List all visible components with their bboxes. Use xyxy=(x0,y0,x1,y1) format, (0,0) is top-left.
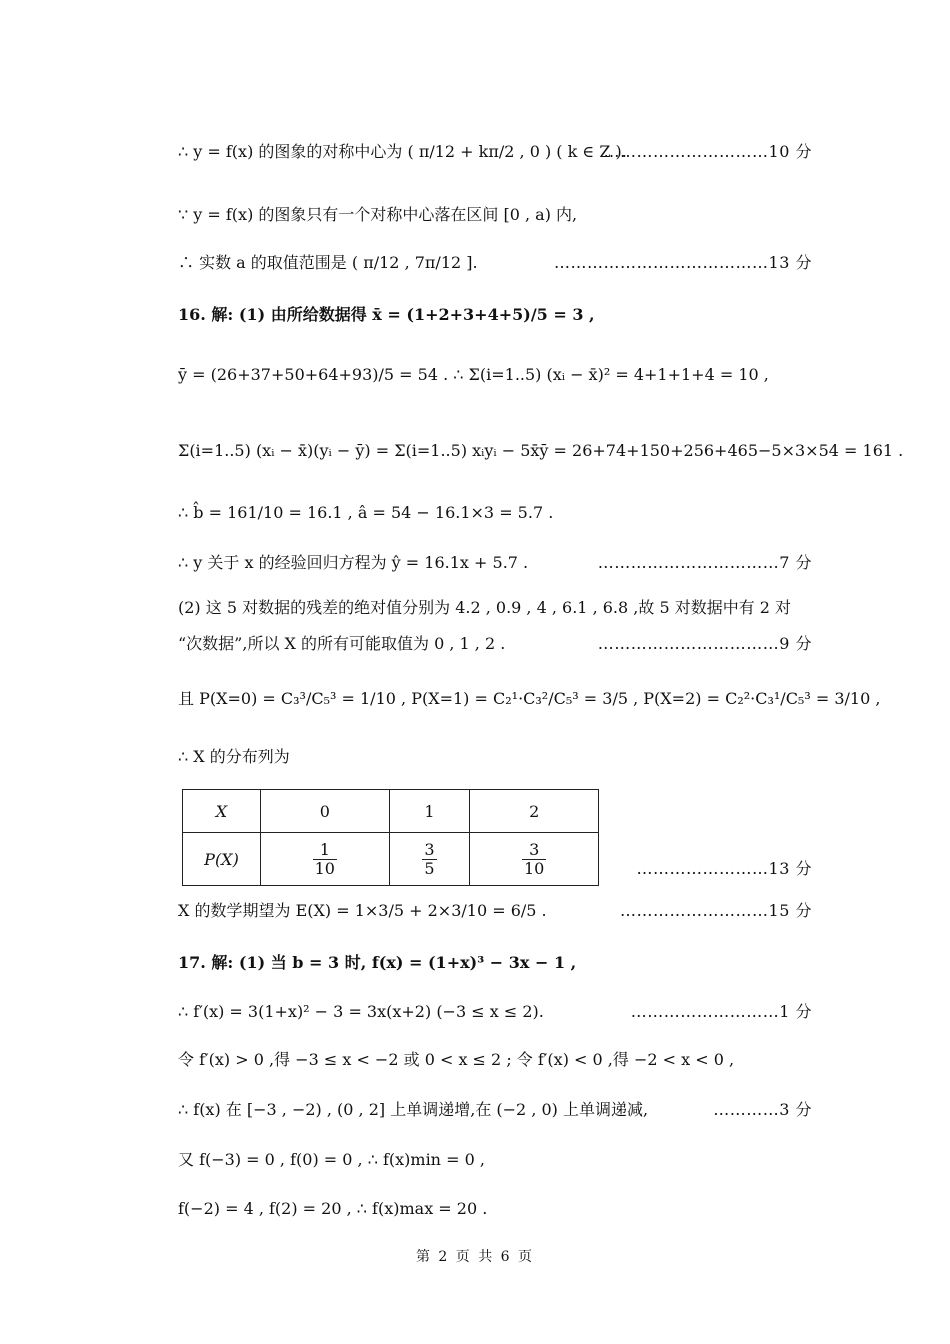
score-marker: ……………………………9 分 xyxy=(597,634,812,653)
line-maximum: f(−2) = 4 , f(2) = 20 , ∴ f(x)max = 20 . xyxy=(178,1199,488,1218)
score-marker: …………………………10 分 xyxy=(603,142,812,161)
line-q17-function: 17. 解: (1) 当 b = 3 时, f(x) = (1+x)³ − 3x − 1 , xyxy=(178,953,577,972)
score-marker: ……………………13 分 xyxy=(636,859,812,878)
line-distribution-heading: ∴ X 的分布列为 xyxy=(178,747,290,766)
score-marker: ……………………………7 分 xyxy=(597,553,812,572)
fraction: $\frac{3}{5}$ xyxy=(424,839,435,878)
line-derivative: ∴ f′(x) = 3(1+x)² − 3 = 3x(x+2) (−3 ≤ x ≤ 2). ………………………1 分 xyxy=(178,1002,812,1021)
fraction: $\frac{1}{10}$ xyxy=(314,839,335,878)
table-header-cell: 2 xyxy=(470,790,599,833)
score-marker: …………3 分 xyxy=(713,1100,812,1119)
line-coefficients: ∴ b̂ = 161/10 = 16.1 , â = 54 − 16.1×3 = 5.7 . xyxy=(178,503,554,522)
line-q16-mean-x: 16. 解: (1) 由所给数据得 x̄ = (1+2+3+4+5)/5 = 3 , xyxy=(178,305,595,324)
line-minimum: 又 f(−3) = 0 , f(0) = 0 , ∴ f(x)min = 0 , xyxy=(178,1150,485,1169)
table-header-cell: X xyxy=(183,790,261,833)
table-row xyxy=(183,790,599,833)
line-mean-y-sum-squares: ȳ = (26+37+50+64+93)/5 = 54 . ∴ Σ(i=1..5) (xᵢ − x̄)² = 4+1+1+4 = 10 , xyxy=(178,365,769,384)
line-sign-analysis: 令 f′(x) > 0 ,得 −3 ≤ x < −2 或 0 < x ≤ 2 ; 令 f′(x) < 0 ,得 −2 < x < 0 , xyxy=(178,1050,735,1069)
line-residuals: (2) 这 5 对数据的残差的绝对值分别为 4.2 , 0.9 , 4 , 6.1 , 6.8 ,故 5 对数据中有 2 对 xyxy=(178,598,792,617)
line-range-of-a: ∴ 实数 a 的取值范围是 ( π/12 , 7π/12 ]. …………………………………13 分 xyxy=(178,253,812,272)
table-row-label: P(X) xyxy=(183,833,261,886)
line-possible-values: “次数据”,所以 X 的所有可能取值为 0 , 1 , 2 . ……………………………9 分 xyxy=(178,634,812,653)
table-header-cell: 0 xyxy=(261,790,390,833)
line-expectation: X 的数学期望为 E(X) = 1×3/5 + 2×3/10 = 6/5 . ………………………15 分 xyxy=(178,901,812,920)
line-sum-products: Σ(i=1..5) (xᵢ − x̄)(yᵢ − ȳ) = Σ(i=1..5) xᵢyᵢ − 5x̄ȳ = 26+74+150+256+465−5×3×54 = 161 . xyxy=(178,441,904,460)
score-marker: ………………………15 分 xyxy=(620,901,812,920)
line-regression-equation: ∴ y 关于 x 的经验回归方程为 ŷ = 16.1x + 5.7 . ……………………………7 分 xyxy=(178,553,812,572)
line-interval-condition: ∵ y = f(x) 的图象只有一个对称中心落在区间 [0 , a) 内, xyxy=(178,205,578,224)
line-probabilities: 且 P(X=0) = C₃³/C₅³ = 1/10 , P(X=1) = C₂¹·C₃²/C₅³ = 3/5 , P(X=2) = C₂²·C₃¹/C₅³ = 3/10 , xyxy=(178,689,881,708)
line-table-score xyxy=(178,858,812,880)
score-marker: ………………………1 分 xyxy=(630,1002,812,1021)
page-footer: 第 2 页 共 6 页 xyxy=(415,1249,535,1265)
fraction: $\frac{3}{10}$ xyxy=(524,839,545,878)
line-monotonicity: ∴ f(x) 在 [−3 , −2) , (0 , 2] 上单调递增,在 (−2 , 0) 上单调递减, …………3 分 xyxy=(178,1100,812,1119)
score-marker: …………………………………13 分 xyxy=(554,253,812,272)
line-symmetry-center: ∴ y = f(x) 的图象的对称中心为 ( π/12 + kπ/2 , 0 ) ( k ∈ Z ). …………………………10 分 xyxy=(178,142,812,161)
table-header-cell: 1 xyxy=(389,790,470,833)
